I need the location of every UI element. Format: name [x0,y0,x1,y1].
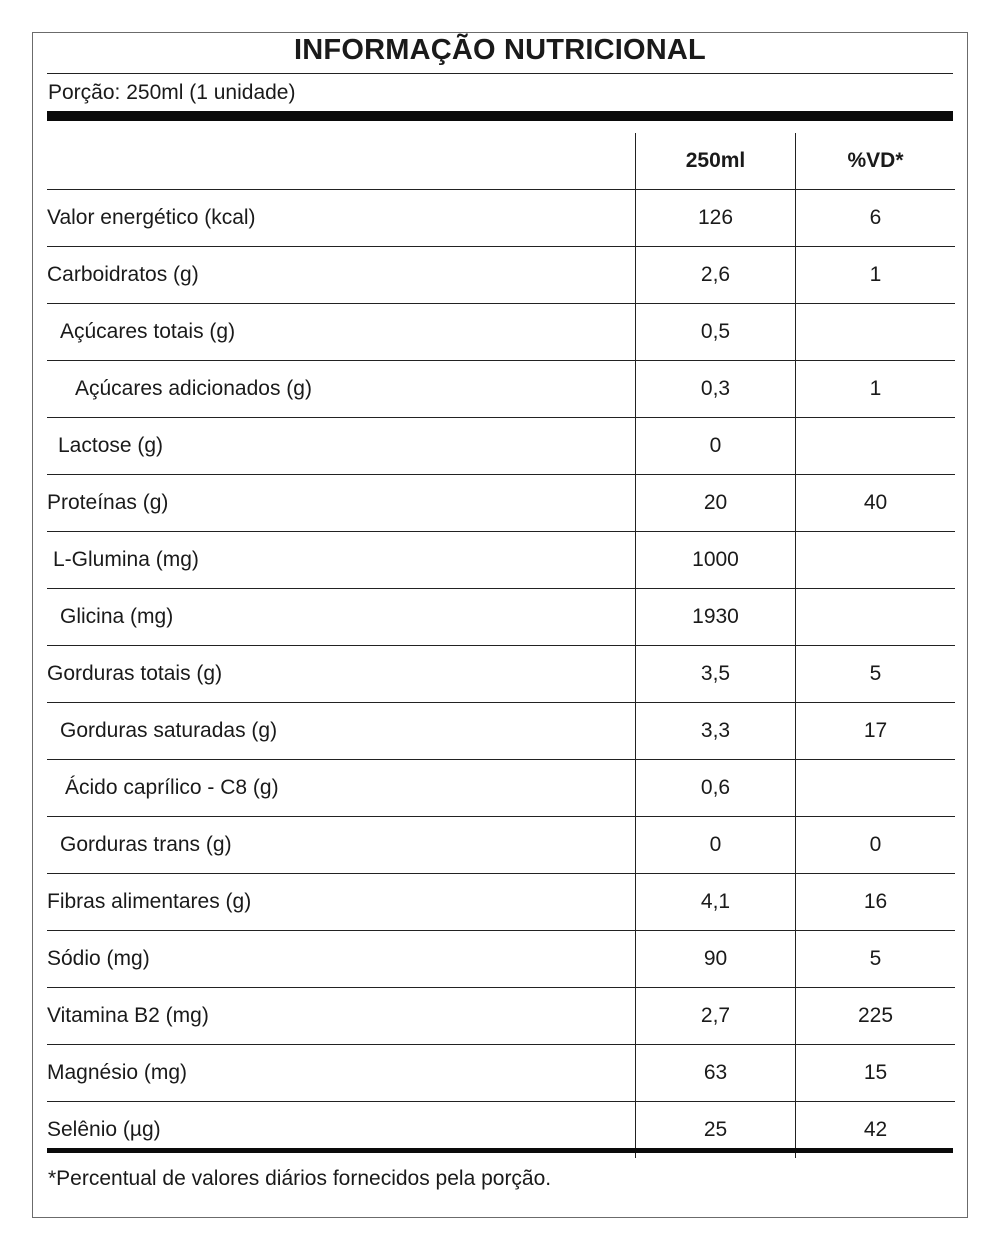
nutrient-amount: 3,3 [636,703,796,760]
nutrient-label: Fibras alimentares (g) [47,874,636,931]
nutrient-amount: 126 [636,190,796,247]
nutrient-daily-value: 40 [796,475,956,532]
nutrient-amount: 0 [636,817,796,874]
nutrient-daily-value: 0 [796,817,956,874]
nutrient-amount: 0,3 [636,361,796,418]
nutrient-label: Gorduras saturadas (g) [47,703,636,760]
nutrient-daily-value: 1 [796,361,956,418]
nutrient-amount: 2,7 [636,988,796,1045]
nutrient-label: Lactose (g) [47,418,636,475]
nutrient-amount: 90 [636,931,796,988]
nutrient-label: Valor energético (kcal) [47,190,636,247]
nutrient-label: Açúcares totais (g) [47,304,636,361]
nutrient-amount: 1930 [636,589,796,646]
nutrient-daily-value: 42 [796,1102,956,1159]
nutrient-label: Selênio (µg) [47,1118,161,1141]
table-row [47,646,955,703]
nutrient-label: Glicina (mg) [47,589,636,646]
header-nutrient [47,133,636,190]
footer-thick-rule [47,1148,953,1153]
nutrient-amount: 4,1 [636,874,796,931]
table-header-row [47,133,955,190]
table-row [47,703,955,760]
nutrient-daily-value: 1 [796,247,956,304]
nutrient-daily-value [796,304,956,361]
nutrient-label: Vitamina B2 (mg) [47,988,636,1045]
nutrient-label: L-Glumina (mg) [47,532,636,589]
title-divider [47,73,953,74]
nutrient-daily-value: 17 [796,703,956,760]
nutrient-daily-value [796,589,956,646]
header-amount: 250ml [636,133,796,190]
nutrient-daily-value: 16 [796,874,956,931]
nutrient-amount: 0 [636,418,796,475]
table-title: INFORMAÇÃO NUTRICIONAL [294,34,706,66]
nutrient-daily-value: 5 [796,931,956,988]
nutrient-amount: 63 [636,1045,796,1102]
table-row [47,532,955,589]
nutrient-label: Carboidratos (g) [47,247,636,304]
nutrient-label: Ácido caprílico - C8 (g) [47,760,636,817]
table-row [47,760,955,817]
nutrient-daily-value: 15 [796,1045,956,1102]
table-row [47,988,955,1045]
nutrient-label: Sódio (mg) [47,931,636,988]
nutrient-amount: 20 [636,475,796,532]
nutrient-amount: 0,5 [636,304,796,361]
table-row [47,874,955,931]
nutrient-daily-value [796,532,956,589]
nutrient-label: Magnésio (mg) [47,1045,636,1102]
table-row [47,304,955,361]
nutrient-label: Gorduras trans (g) [47,817,636,874]
nutrient-amount: 25 [636,1102,796,1159]
nutrient-daily-value: 6 [796,190,956,247]
table-row [47,418,955,475]
table-row [47,931,955,988]
nutrient-label: Gorduras totais (g) [47,646,636,703]
table-row [47,190,955,247]
header-thick-rule [47,111,953,121]
nutrient-daily-value [796,760,956,817]
table-row [47,817,955,874]
nutrient-daily-value: 225 [796,988,956,1045]
nutrient-daily-value [796,418,956,475]
table-row [47,1045,955,1102]
nutrition-table [47,133,955,1158]
nutrient-amount: 1000 [636,532,796,589]
footnote: *Percentual de valores diários fornecidos pela porção. [48,1167,552,1190]
header-daily-value: %VD* [796,133,956,190]
nutrient-amount: 3,5 [636,646,796,703]
portion-text: Porção: 250ml (1 unidade) [48,81,296,104]
nutrient-daily-value: 5 [796,646,956,703]
nutrient-amount: 0,6 [636,760,796,817]
nutrient-label: Açúcares adicionados (g) [47,361,636,418]
nutrient-label: Proteínas (g) [47,475,636,532]
table-row [47,475,955,532]
nutrient-amount: 2,6 [636,247,796,304]
table-row [47,589,955,646]
table-row [47,361,955,418]
table-row [47,247,955,304]
